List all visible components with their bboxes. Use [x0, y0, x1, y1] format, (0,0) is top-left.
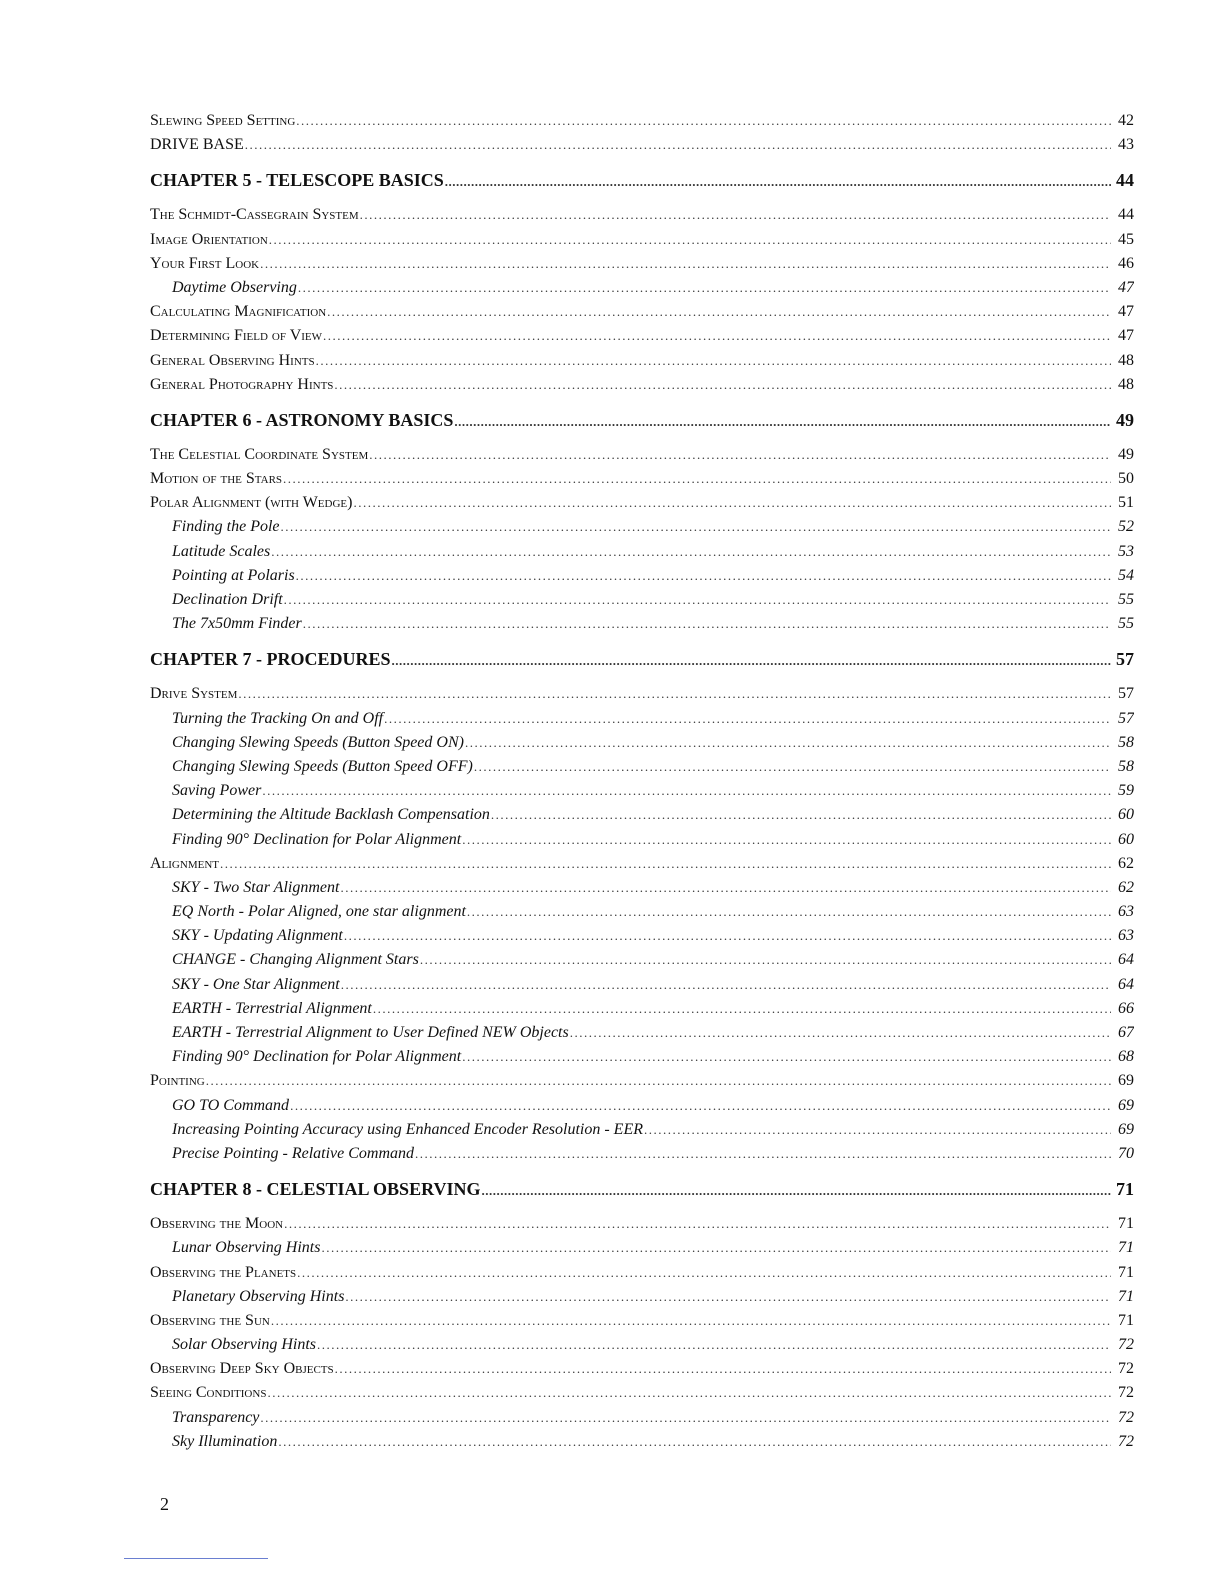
toc-entry-title: EARTH - Terrestrial Alignment: [172, 999, 372, 1017]
toc-entry-page: 59: [1118, 782, 1134, 800]
toc-entry-page: 52: [1118, 518, 1134, 536]
dot-leader: [462, 828, 1111, 852]
toc-entry-title: DRIVE BASE: [150, 136, 244, 154]
dot-leader: [220, 852, 1111, 876]
dot-leader: [353, 491, 1111, 515]
dot-leader: [321, 1236, 1111, 1260]
toc-entry-title: Slewing Speed Setting: [150, 112, 296, 129]
toc-entry-page: 71: [1118, 1263, 1134, 1281]
toc-section-entry[interactable]: [150, 228, 1134, 252]
toc-entry-title: Observing the Sun: [150, 1311, 270, 1329]
toc-sub-entry[interactable]: [150, 731, 1134, 755]
dot-leader: [296, 109, 1111, 133]
toc-section-entry[interactable]: [150, 852, 1134, 876]
toc-entry-title: Drive System: [150, 685, 238, 703]
dot-leader: [345, 1285, 1111, 1309]
toc-entry-title: Finding 90° Declination for Polar Alignment: [172, 1048, 462, 1066]
footer-rule: [124, 1558, 268, 1559]
dot-leader: [278, 1430, 1111, 1454]
toc-entry-title: Increasing Pointing Accuracy using Enhanced Encoder Resolution - EER: [172, 1120, 643, 1138]
toc-section-entry[interactable]: [150, 1381, 1134, 1405]
dot-leader: [341, 973, 1111, 997]
toc-section-entry[interactable]: [150, 682, 1134, 706]
toc-sub-entry[interactable]: [150, 515, 1134, 539]
dot-leader: [206, 1069, 1111, 1093]
toc-section-entry[interactable]: [150, 1261, 1134, 1285]
toc-chapter-entry[interactable]: [150, 157, 1134, 203]
toc-section-entry[interactable]: [150, 300, 1134, 324]
toc-entry-page: 50: [1118, 470, 1134, 488]
toc-entry-title: CHAPTER 7 - PROCEDURES: [150, 649, 391, 670]
toc-chapter-entry[interactable]: [150, 636, 1134, 682]
dot-leader: [373, 997, 1111, 1021]
dot-leader: [392, 648, 1111, 674]
toc-entry-page: 55: [1118, 615, 1134, 633]
toc-sub-entry[interactable]: [150, 973, 1134, 997]
toc-entry-page: 62: [1118, 854, 1134, 872]
dot-leader: [327, 300, 1111, 324]
dot-leader: [281, 515, 1111, 539]
toc-sub-entry[interactable]: [150, 707, 1134, 731]
toc-entry-page: 58: [1118, 733, 1134, 751]
toc-entry-page: 57: [1118, 709, 1134, 727]
toc-entry-title: Pointing at Polaris: [172, 566, 295, 584]
dot-leader: [360, 203, 1111, 227]
toc-entry-page: 48: [1118, 351, 1134, 369]
dot-leader: [303, 612, 1111, 636]
toc-entry-page: 69: [1118, 1120, 1134, 1138]
toc-entry-page: 47: [1118, 327, 1134, 345]
toc-entry-page: 69: [1118, 1072, 1134, 1090]
toc-entry-page: 54: [1118, 566, 1134, 584]
toc-section-entry[interactable]: [150, 1357, 1134, 1381]
toc-entry-page: 44: [1118, 206, 1134, 224]
toc-sub-entry[interactable]: [150, 1430, 1134, 1454]
toc-entry-page: 45: [1118, 230, 1134, 248]
toc-entry-page: 48: [1118, 375, 1134, 393]
dot-leader: [335, 1357, 1111, 1381]
toc-entry-page: 72: [1118, 1336, 1134, 1354]
dot-leader: [317, 1333, 1111, 1357]
toc-entry-title: CHAPTER 8 - CELESTIAL OBSERVING: [150, 1179, 481, 1200]
toc-entry-page: 64: [1118, 975, 1134, 993]
toc-entry-page: 69: [1118, 1096, 1134, 1114]
dot-leader: [260, 1406, 1111, 1430]
toc-entry-page: 62: [1118, 878, 1134, 896]
toc-entry-title: Image Orientation: [150, 230, 268, 248]
toc-entry-page: 60: [1118, 830, 1134, 848]
toc-sub-entry[interactable]: [150, 828, 1134, 852]
toc-entry-page: 70: [1118, 1144, 1134, 1162]
toc-section-entry[interactable]: [150, 443, 1134, 467]
dot-leader: [284, 1212, 1111, 1236]
dot-leader: [290, 1094, 1111, 1118]
toc-entry-title: SKY - Two Star Alignment: [172, 878, 340, 896]
toc-entry-page: 42: [1118, 112, 1134, 129]
toc-sub-entry[interactable]: [150, 1333, 1134, 1357]
dot-leader: [384, 707, 1111, 731]
toc-sub-entry[interactable]: [150, 612, 1134, 636]
toc-entry-title: Declination Drift: [172, 591, 283, 608]
dot-leader: [420, 948, 1111, 972]
toc-entry-title: Sky Illumination: [172, 1432, 278, 1450]
toc-entry-page: 71: [1118, 1239, 1134, 1257]
dot-leader: [245, 133, 1111, 157]
toc-section-entry[interactable]: [150, 1309, 1134, 1333]
toc-entry-title: SKY - One Star Alignment: [172, 975, 340, 993]
toc-sub-entry[interactable]: [150, 1094, 1134, 1118]
dot-leader: [260, 252, 1111, 276]
dot-leader: [644, 1118, 1111, 1142]
dot-leader: [462, 1045, 1111, 1069]
toc-sub-entry[interactable]: [150, 540, 1134, 564]
toc-sub-entry[interactable]: [150, 779, 1134, 803]
toc-chapter-entry[interactable]: [150, 397, 1134, 443]
toc-entry-title: Observing the Planets: [150, 1263, 297, 1281]
toc-section-entry[interactable]: [150, 109, 1134, 133]
dot-leader: [284, 588, 1111, 612]
toc-entry-title: Solar Observing Hints: [172, 1336, 316, 1354]
toc-section-entry[interactable]: [150, 467, 1134, 491]
toc-entry-page: 72: [1118, 1384, 1134, 1402]
toc-entry-page: 53: [1118, 542, 1134, 560]
toc-entry-title: Daytime Observing: [172, 278, 297, 296]
toc-sub-entry[interactable]: [150, 588, 1134, 612]
dot-leader: [296, 564, 1111, 588]
dot-leader: [238, 682, 1111, 706]
dot-leader: [570, 1021, 1111, 1045]
toc-entry-page: 71: [1116, 1179, 1134, 1200]
toc-entry-page: 60: [1118, 806, 1134, 824]
dot-leader: [369, 443, 1111, 467]
toc-sub-entry[interactable]: [150, 924, 1134, 948]
toc-entry-title: Saving Power: [172, 782, 262, 800]
toc-entry-title: Observing Deep Sky Objects: [150, 1360, 334, 1378]
dot-leader: [271, 1309, 1111, 1333]
dot-leader: [267, 1381, 1111, 1405]
toc-entry-title: CHAPTER 5 - TELESCOPE BASICS: [150, 170, 444, 191]
toc-entry-page: 47: [1118, 278, 1134, 296]
dot-leader: [316, 349, 1111, 373]
toc-entry-title: Latitude Scales: [172, 542, 271, 560]
dot-leader: [297, 1261, 1111, 1285]
toc-entry-title: Planetary Observing Hints: [172, 1287, 345, 1305]
toc-sub-entry[interactable]: [150, 1021, 1134, 1045]
dot-leader: [465, 731, 1111, 755]
dot-leader: [481, 1178, 1111, 1204]
toc-entry-page: 71: [1118, 1311, 1134, 1329]
toc-entry-title: Determining Field of View: [150, 327, 323, 345]
toc-section-entry[interactable]: [150, 1212, 1134, 1236]
toc-entry-page: 44: [1116, 170, 1134, 191]
toc-entry-title: Determining the Altitude Backlash Compensation: [172, 806, 490, 824]
toc-sub-entry[interactable]: [150, 1142, 1134, 1166]
toc-entry-page: 57: [1116, 649, 1134, 670]
toc-sub-entry[interactable]: [150, 803, 1134, 827]
toc-section-entry[interactable]: [150, 324, 1134, 348]
toc-entry-title: SKY - Updating Alignment: [172, 927, 343, 945]
toc-entry-page: 71: [1118, 1287, 1134, 1305]
toc-entry-page: 63: [1118, 927, 1134, 945]
toc-entry-title: Motion of the Stars: [150, 470, 283, 488]
toc-entry-title: Calculating Magnification: [150, 303, 327, 321]
toc-entry-title: The 7x50mm Finder: [172, 615, 302, 633]
dot-leader: [298, 276, 1111, 300]
toc-chapter-entry[interactable]: [150, 1166, 1134, 1212]
dot-leader: [467, 900, 1111, 924]
toc-entry-title: Observing the Moon: [150, 1215, 284, 1233]
toc-entry-title: Polar Alignment (with Wedge): [150, 494, 353, 512]
toc-section-entry[interactable]: [150, 1069, 1134, 1093]
dot-leader: [340, 876, 1111, 900]
toc-entry-title: Changing Slewing Speeds (Button Speed OFF): [172, 757, 473, 775]
toc-entry-page: 46: [1118, 254, 1134, 272]
toc-entry-title: Finding the Pole: [172, 518, 280, 536]
toc-entry-title: General Observing Hints: [150, 351, 315, 369]
toc-sub-entry[interactable]: [150, 1406, 1134, 1430]
toc-entry-page: 58: [1118, 757, 1134, 775]
toc-entry-page: 49: [1118, 445, 1134, 463]
dot-leader: [491, 803, 1111, 827]
toc-entry-page: 47: [1118, 303, 1134, 321]
dot-leader: [445, 169, 1111, 195]
toc-entry-title: GO TO Command: [172, 1096, 290, 1114]
toc-entry-title: The Celestial Coordinate System: [150, 445, 369, 463]
toc-sub-entry[interactable]: [150, 1236, 1134, 1260]
toc-sub-entry[interactable]: [150, 276, 1134, 300]
toc-sub-entry[interactable]: [150, 900, 1134, 924]
dot-leader: [323, 324, 1111, 348]
toc-entry-page: 43: [1118, 136, 1134, 154]
toc-sub-entry[interactable]: [150, 1285, 1134, 1309]
toc-entry-page: 66: [1118, 999, 1134, 1017]
toc-section-entry[interactable]: [150, 252, 1134, 276]
toc-entry-page: 63: [1118, 903, 1134, 921]
toc-section-entry[interactable]: [150, 133, 1134, 157]
toc-entry-title: Changing Slewing Speeds (Button Speed ON): [172, 733, 464, 751]
toc-entry-title: Precise Pointing - Relative Command: [172, 1144, 415, 1162]
dot-leader: [269, 228, 1111, 252]
toc-entry-title: EQ North - Polar Aligned, one star alignment: [172, 903, 466, 921]
toc-entry-page: 68: [1118, 1048, 1134, 1066]
dot-leader: [344, 924, 1111, 948]
toc-sub-entry[interactable]: [150, 755, 1134, 779]
toc-sub-entry[interactable]: [150, 997, 1134, 1021]
toc-entry-page: 64: [1118, 951, 1134, 969]
toc-sub-entry[interactable]: [150, 1045, 1134, 1069]
toc-entry-title: Transparency: [172, 1408, 260, 1426]
toc-entry-title: CHANGE - Changing Alignment Stars: [172, 951, 419, 969]
toc-entry-title: Seeing Conditions: [150, 1384, 267, 1402]
dot-leader: [283, 467, 1111, 491]
toc-entry-title: Lunar Observing Hints: [172, 1239, 321, 1257]
dot-leader: [415, 1142, 1111, 1166]
toc-sub-entry[interactable]: [150, 876, 1134, 900]
toc-entry-title: Pointing: [150, 1072, 205, 1090]
toc-entry-title: EARTH - Terrestrial Alignment to User Defined NEW Objects: [172, 1024, 569, 1041]
toc-entry-page: 57: [1118, 685, 1134, 703]
dot-leader: [271, 540, 1111, 564]
toc-entry-title: Turning the Tracking On and Off: [172, 709, 384, 727]
toc-entry-page: 71: [1118, 1215, 1134, 1233]
toc-entry-title: General Photography Hints: [150, 375, 334, 393]
dot-leader: [474, 755, 1111, 779]
toc-entry-page: 49: [1116, 409, 1134, 430]
toc-section-entry[interactable]: [150, 203, 1134, 227]
page-number: 2: [160, 1494, 169, 1514]
toc-entry-page: 72: [1118, 1360, 1134, 1378]
toc-sub-entry[interactable]: [150, 1118, 1134, 1142]
toc-sub-entry[interactable]: [150, 564, 1134, 588]
toc-entry-page: 72: [1118, 1432, 1134, 1450]
toc-section-entry[interactable]: [150, 349, 1134, 373]
toc-sub-entry[interactable]: [150, 948, 1134, 972]
toc-entry-title: CHAPTER 6 - ASTRONOMY BASICS: [150, 409, 454, 430]
toc-entry-title: Alignment: [150, 854, 219, 872]
toc-section-entry[interactable]: [150, 373, 1134, 397]
toc-entry-page: 72: [1118, 1408, 1134, 1426]
dot-leader: [262, 779, 1111, 803]
toc-entry-title: Your First Look: [150, 254, 260, 272]
toc-entry-page: 67: [1118, 1024, 1134, 1041]
toc-entry-title: The Schmidt-Cassegrain System: [150, 206, 359, 224]
dot-leader: [334, 373, 1111, 397]
toc-entry-page: 51: [1118, 494, 1134, 512]
toc-entry-title: Finding 90° Declination for Polar Alignment: [172, 830, 462, 848]
toc-section-entry[interactable]: [150, 491, 1134, 515]
toc-entry-page: 55: [1118, 591, 1134, 608]
dot-leader: [454, 409, 1111, 435]
table-of-contents: [150, 109, 1134, 1454]
